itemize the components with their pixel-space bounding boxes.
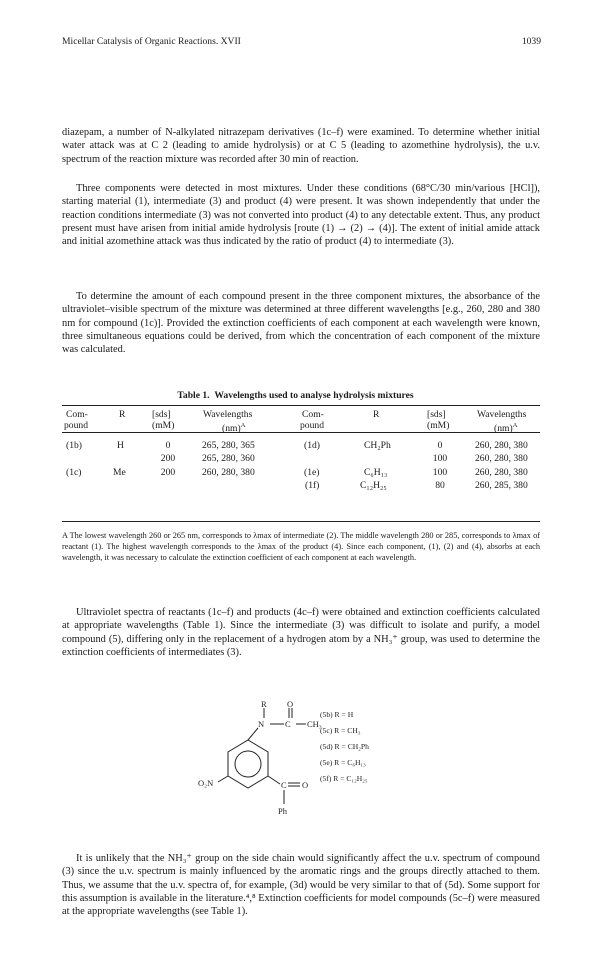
substituent-5e: (5e) R = C₆H₁₃ xyxy=(320,758,366,767)
table-cell: (1e) xyxy=(304,467,320,478)
atom-o-right: O xyxy=(302,780,309,790)
table-footnote: A The lowest wavelength 260 or 265 nm, corresponds to λmax of intermediate (2). The middle wavelength 280 or 285, corresponds to λmax of reactant (1). The highest wavelength corresponds to the λmax of the product (4). Since each component, (1), (2) and (4), absorbs at each wavelength, it was necessary to calculate the extinction coefficient of each component at each wavelength. xyxy=(62,531,540,562)
running-title: Micellar Catalysis of Organic Reactions. XVII xyxy=(62,36,241,47)
table-top-rule xyxy=(62,405,540,406)
paragraph-3: To determine the amount of each compound present in the three component mixtures, the absorbance of the ultraviolet–visible spectrum of the mixture was determined at three different wavelengths [e.g., 260, 280 and 380 nm for compound (1c)]. Provided the extinction coefficients of each component at each wavelength were known, three simultaneous equations could be derived, from which the concentration of each component of the mixture was calculated. xyxy=(62,291,540,356)
table-caption xyxy=(0,390,591,401)
page-header xyxy=(62,36,541,50)
table-cell: 260, 280, 380 xyxy=(202,467,255,478)
th-sds-1: [sds] xyxy=(152,409,171,420)
benzene-ring xyxy=(228,740,268,788)
table-cell: H xyxy=(117,440,124,451)
table-cell: 260, 280, 380 xyxy=(475,467,528,478)
table-cell: 200 xyxy=(160,467,176,478)
paragraph-1: diazepam, a number of N-alkylated nitrazepam derivatives (1c–f) were examined. To determine whether initial water attack was at C 2 (leading to amide hydrolysis) or at C 5 (leading to azomethine hydrolysis), the u.v. spectrum of the reaction mixture was recorded after 30 min of reaction. xyxy=(62,127,540,165)
table-cell: CH₂Ph xyxy=(364,440,391,451)
table-cell: 260, 285, 380 xyxy=(475,480,528,491)
atom-c: C xyxy=(285,719,291,729)
table-cell: 260, 280, 380 xyxy=(475,453,528,464)
th-wl-2: (nm)$^A$ xyxy=(222,422,246,435)
atom-r: R xyxy=(261,700,267,709)
table-cell: 260, 280, 380 xyxy=(475,440,528,451)
paragraph-2: Three components were detected in most mixtures. Under these conditions (68°C/30 min/various [HCl]), starting material (1), intermediate (3) and product (4) were present. It was shown independently that under the reaction conditions intermediate (3) was not converted into product (4) to any detectable extent. Thus, any product present must have arisen from initial amide hydrolysis [route (1) → (2) → (4)]. The extent of initial amide attack and initial azomethine attack was thus indicated by the ratio of product (4) to intermediate (3). xyxy=(62,183,540,248)
th-compound-1: Com- xyxy=(66,409,88,420)
table-cell: 80 xyxy=(435,480,445,491)
table-header-rule xyxy=(62,432,540,433)
bond-ring-no2 xyxy=(218,776,228,782)
table-cell: 0 xyxy=(165,440,171,451)
th-wl-1: Wavelengths xyxy=(203,409,253,420)
atom-c-2: C xyxy=(281,780,287,790)
table-title: Wavelengths used to analyse hydrolysis mixtures xyxy=(214,390,414,401)
substituent-5f: (5f) R = C₁₂H₂₅ xyxy=(320,774,368,783)
th-compound-2-right: pound xyxy=(300,420,324,431)
th-wl-2-right: (nm)$^A$ xyxy=(494,422,518,435)
table-cell: (1b) xyxy=(66,440,82,451)
table-cell: (1d) xyxy=(304,440,320,451)
th-compound-1-right: Com- xyxy=(302,409,324,420)
table-cell: C₁₂H₂₅ xyxy=(360,480,387,491)
group-ph: Ph xyxy=(278,806,287,816)
paragraph-5: It is unlikely that the NH₃⁺ group on the side chain would significantly affect the u.v. spectrum of compound (3) since the u.v. spectrum is mainly influenced by the aromatic rings and the groups directly attached to them. Thus, we assume that the u.v. spectra of, for example, (3d) would be very similar to that of (5d). Some support for this assumption is available in the literature.⁴,⁸ Extinction coefficients for model compounds (5c–f) were measured at the appropriate wavelengths (see Table 1). xyxy=(62,853,540,918)
substituent-5d: (5d) R = CH₂Ph xyxy=(320,742,369,751)
table-cell: 265, 280, 365 xyxy=(202,440,255,451)
th-wl-1-right: Wavelengths xyxy=(477,409,527,420)
group-ch3: CH₃ xyxy=(307,719,322,729)
substituent-5b: (5b) R = H xyxy=(320,710,354,719)
table-number: Table 1. xyxy=(177,390,210,401)
bond-ring-co xyxy=(268,776,280,784)
table-cell: C₆H₁₃ xyxy=(364,467,388,478)
table-cell: 100 xyxy=(432,453,448,464)
group-o2n: O₂N xyxy=(198,778,214,788)
table-cell: 0 xyxy=(437,440,443,451)
substituent-5c: (5c) R = CH₃ xyxy=(320,726,361,735)
th-r: R xyxy=(119,409,126,420)
structure-compound-5 xyxy=(196,700,396,830)
page-number: 1039 xyxy=(521,36,541,47)
th-sds-2-right: (mM) xyxy=(427,420,450,431)
th-compound-2: pound xyxy=(64,420,88,431)
paragraph-4: Ultraviolet spectra of reactants (1c–f) and products (4c–f) were obtained and extinction coefficients calculated at appropriate wavelengths (Table 1). Since the intermediate (3) was difficult to isolate and purify, a model compound (5), differing only in the replacement of a hydrogen atom by a NH₃⁺ group, was used to determine the extinction coefficients of intermediates (3). xyxy=(62,607,540,658)
table-cell: 200 xyxy=(160,453,176,464)
th-sds-2: (mM) xyxy=(152,420,175,431)
atom-n: N xyxy=(258,719,265,729)
table-cell: 265, 280, 360 xyxy=(202,453,255,464)
table-cell: 100 xyxy=(432,467,448,478)
table-cell: (1f) xyxy=(305,480,320,491)
table-cell: Me xyxy=(113,467,126,478)
th-sds-1-right: [sds] xyxy=(427,409,446,420)
table-bottom-rule xyxy=(62,521,540,522)
atom-o-top: O xyxy=(287,700,294,709)
th-r-right: R xyxy=(373,409,380,420)
aromatic-circle xyxy=(235,751,261,777)
table-cell: (1c) xyxy=(66,467,82,478)
bond-ring-n xyxy=(248,728,258,740)
